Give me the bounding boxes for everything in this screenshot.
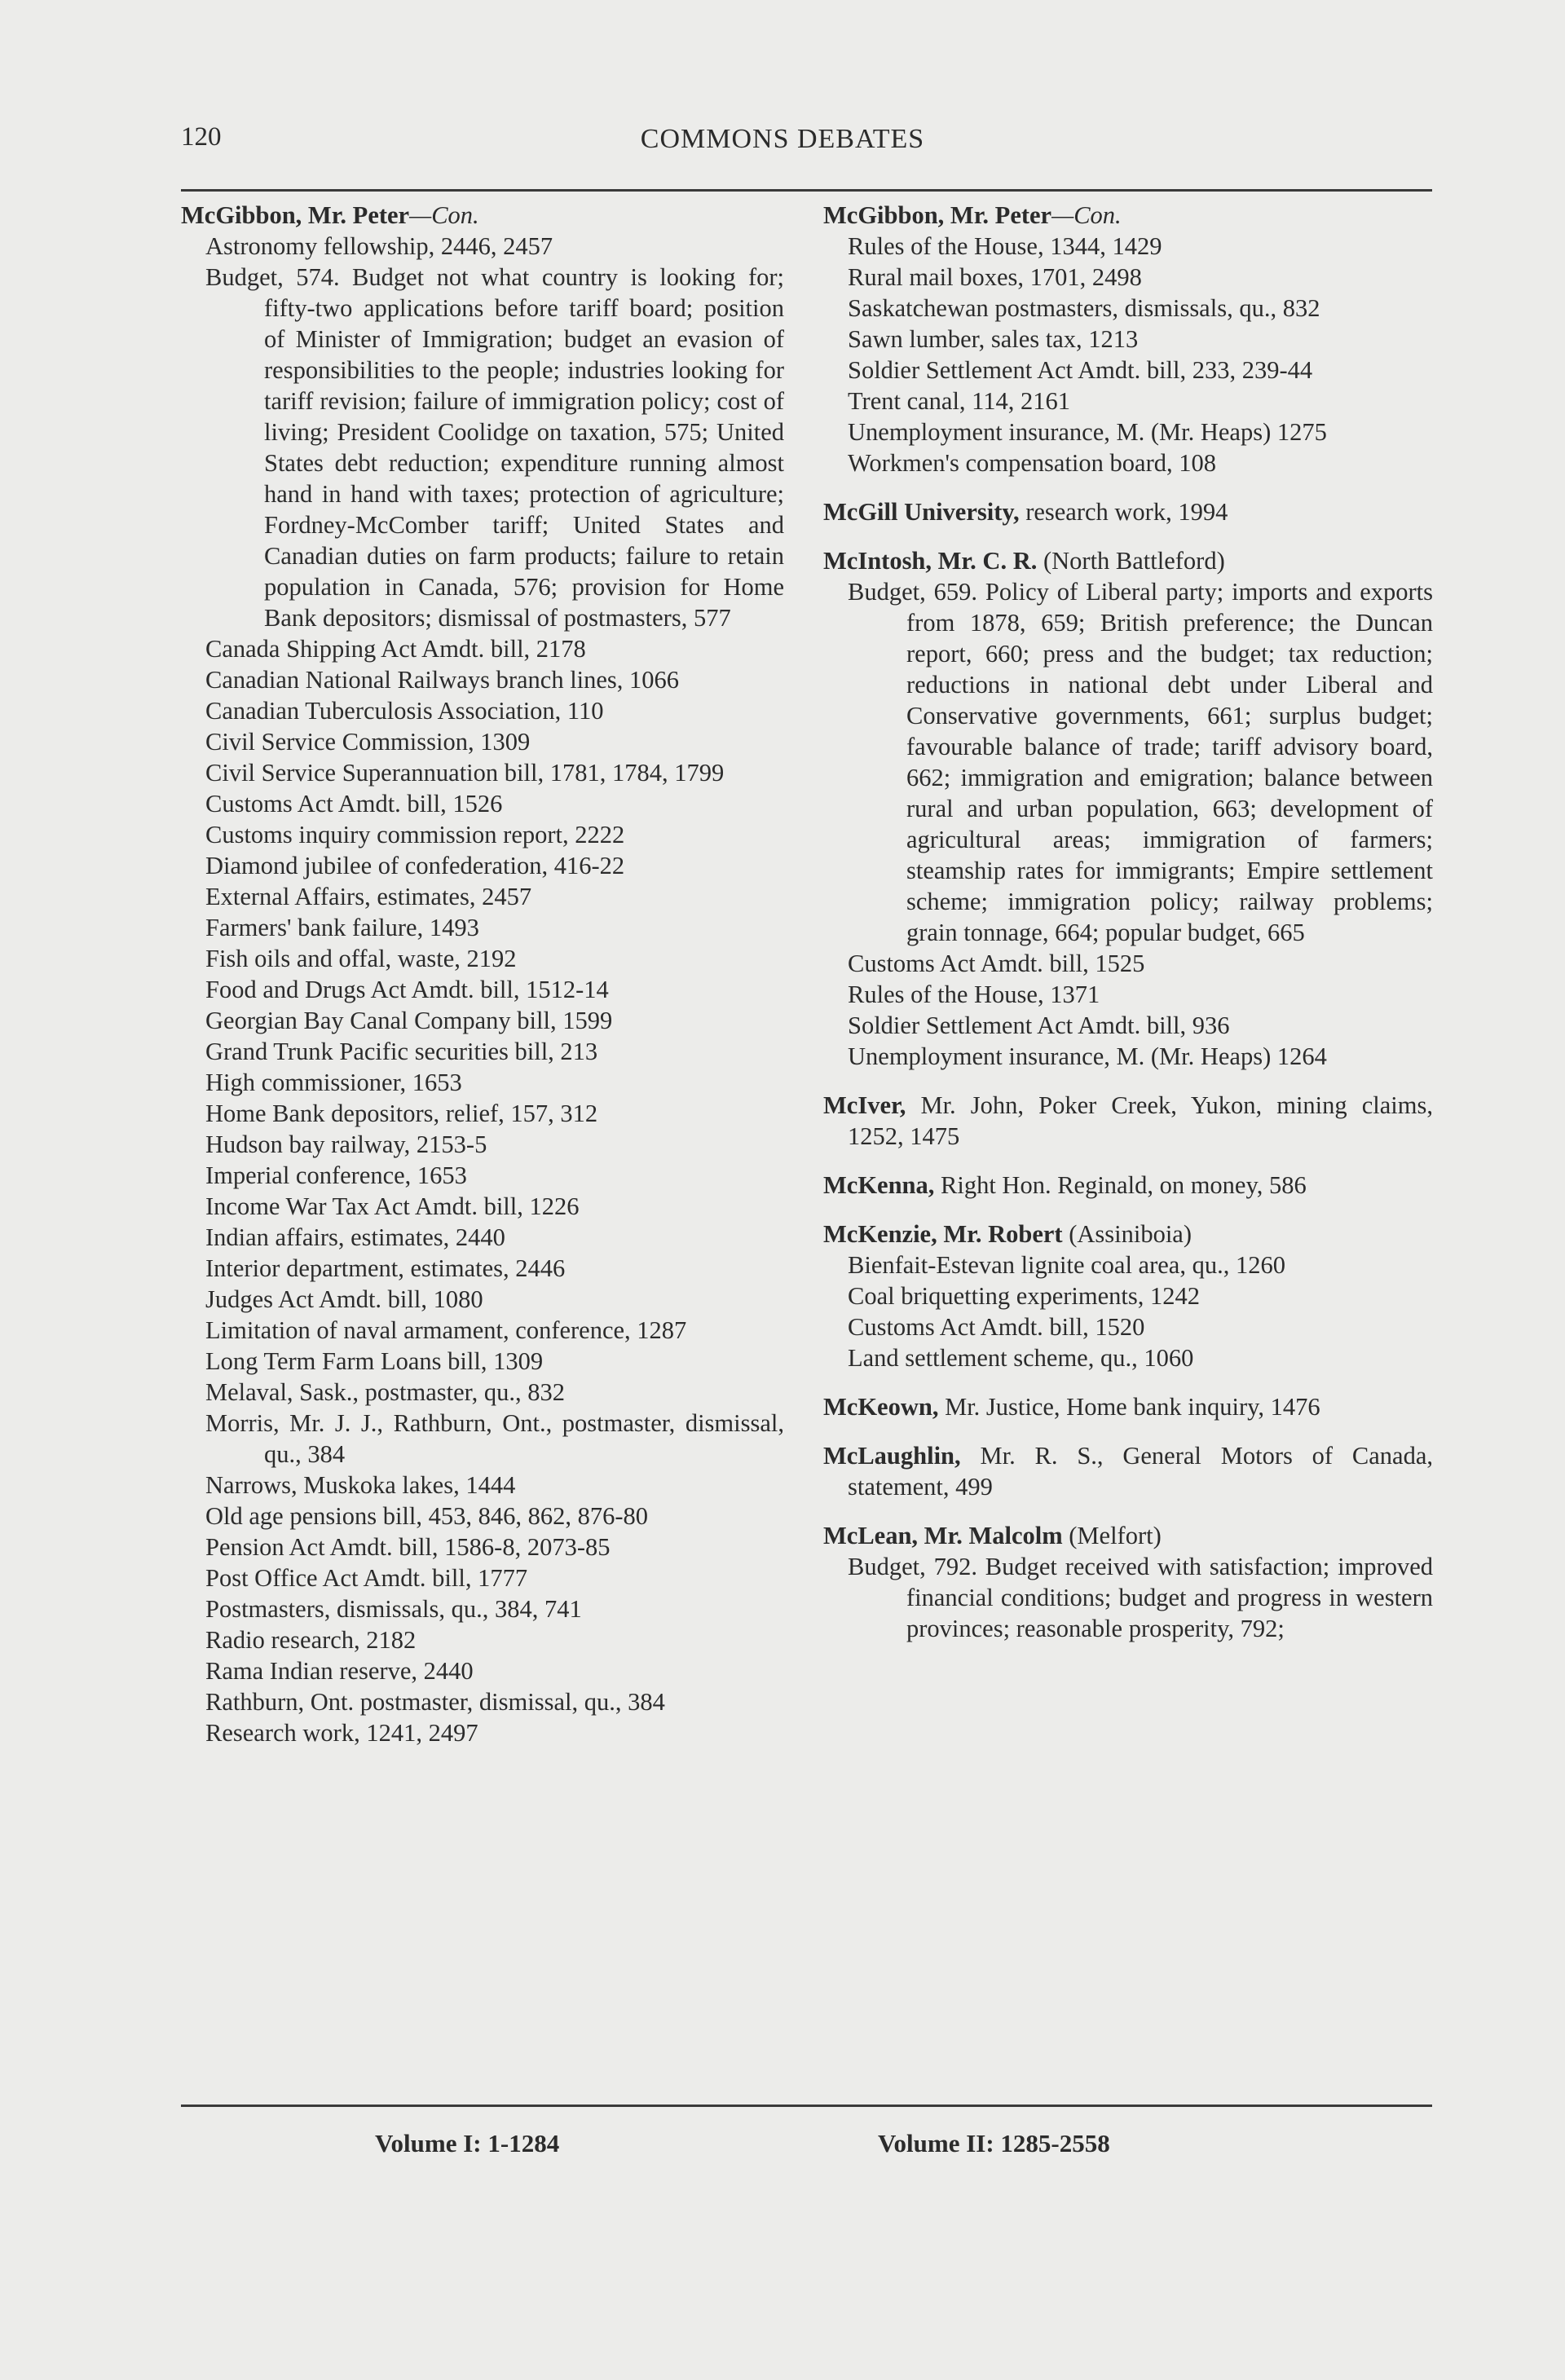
sub-item: Melaval, Sask., postmaster, qu., 832 — [205, 1378, 565, 1406]
entry-name: McIver, — [823, 1091, 906, 1119]
index-entry — [823, 200, 1433, 478]
sub-item: Customs Act Amdt. bill, 1525 — [848, 950, 1145, 977]
sub-item: Interior department, estimates, 2446 — [205, 1254, 566, 1282]
top-rule — [181, 189, 1432, 192]
entry-name: McKenzie, Mr. Robert — [823, 1220, 1063, 1248]
sub-item: Bienfait-Estevan lignite coal area, qu., 1260 — [848, 1251, 1285, 1279]
index-entry — [823, 1520, 1433, 1644]
sub-item: Imperial conference, 1653 — [205, 1161, 467, 1189]
sub-item: Postmasters, dismissals, qu., 384, 741 — [205, 1595, 582, 1623]
sub-item: Rules of the House, 1371 — [848, 981, 1100, 1008]
index-entry — [823, 1219, 1433, 1373]
entry-heading — [823, 1170, 1433, 1201]
entry-heading — [823, 1520, 1433, 1551]
sub-item: Budget, 659. Policy of Liberal party; imports and exports from 1878, 659; British preference; the Duncan report, 660; press and the budget; tax reduction; reductions in national debt under Liberal and Conservative governments, 661; surplus budget; favourable balance of trade; tariff advisory board, 662; immigration and emigration; balance between rural and urban population, 663; development of agricultural areas; immigration of farmers; steamship rates for immigrants; Empire settlement scheme; immigration policy; railway problems; grain tonnage, 664; popular budget, 665 — [848, 578, 1433, 946]
entry-suffix: —Con. — [1051, 201, 1122, 229]
entry-name: McGibbon, Mr. Peter — [823, 201, 1052, 229]
sub-item: Georgian Bay Canal Company bill, 1599 — [205, 1007, 613, 1034]
sub-item: Post Office Act Amdt. bill, 1777 — [205, 1564, 528, 1592]
sub-item: Canada Shipping Act Amdt. bill, 2178 — [205, 635, 586, 663]
sub-item: Land settlement scheme, qu., 1060 — [848, 1344, 1194, 1372]
entry-text: Mr. John, Poker Creek, Yukon, mining claims, 1252, 1475 — [848, 1091, 1433, 1150]
entry-name: McLaughlin, — [823, 1442, 961, 1470]
running-head: COMMONS DEBATES — [640, 124, 925, 154]
entry-heading — [823, 545, 1433, 576]
index-entry — [823, 1170, 1433, 1201]
entry-name: McKeown, — [823, 1393, 939, 1421]
entry-suffix: —Con. — [409, 201, 479, 229]
sub-item: Pension Act Amdt. bill, 1586-8, 2073-85 — [205, 1533, 611, 1561]
sub-item: Saskatchewan postmasters, dismissals, qu., 832 — [848, 294, 1320, 322]
entry-text: Right Hon. Reginald, on money, 586 — [934, 1171, 1307, 1199]
sub-item: Morris, Mr. J. J., Rathburn, Ont., postmaster, dismissal, qu., 384 — [205, 1409, 784, 1468]
sub-item: Soldier Settlement Act Amdt. bill, 233, 239-44 — [848, 356, 1313, 384]
sub-item: Narrows, Muskoka lakes, 1444 — [205, 1471, 516, 1499]
entry-text: (Melfort) — [1062, 1522, 1162, 1549]
sub-item: Unemployment insurance, M. (Mr. Heaps) 1264 — [848, 1042, 1327, 1070]
sub-item: Customs inquiry commission report, 2222 — [205, 821, 625, 848]
sub-item: Canadian National Railways branch lines, 1066 — [205, 666, 680, 694]
sub-item: Rama Indian reserve, 2440 — [205, 1657, 474, 1685]
index-entry — [823, 1391, 1433, 1422]
entry-name: McKenna, — [823, 1171, 935, 1199]
entry-text: Mr. R. S., General Motors of Canada, statement, 499 — [848, 1442, 1433, 1501]
index-entry — [823, 1090, 1433, 1152]
sub-item: Judges Act Amdt. bill, 1080 — [205, 1285, 483, 1313]
sub-item: Old age pensions bill, 453, 846, 862, 876-80 — [205, 1502, 649, 1530]
sub-item: Research work, 1241, 2497 — [205, 1719, 478, 1747]
entry-text: (North Battleford) — [1037, 547, 1225, 575]
entry-heading — [823, 200, 1433, 231]
left-column — [181, 200, 784, 1766]
sub-item: Coal briquetting experiments, 1242 — [848, 1282, 1201, 1310]
sub-item: Long Term Farm Loans bill, 1309 — [205, 1347, 544, 1375]
sub-item: Sawn lumber, sales tax, 1213 — [848, 325, 1139, 353]
entry-name: McGill University, — [823, 498, 1020, 526]
entry-heading — [823, 496, 1433, 527]
sub-item: Farmers' bank failure, 1493 — [205, 914, 479, 941]
sub-item: Hudson bay railway, 2153-5 — [205, 1130, 487, 1158]
sub-item: High commissioner, 1653 — [205, 1069, 462, 1096]
sub-item: Budget, 792. Budget received with satisfaction; improved financial conditions; budget and progress in western provinces; reasonable prosperity, 792; — [848, 1553, 1433, 1642]
index-entry — [823, 1440, 1433, 1502]
sub-item: Customs Act Amdt. bill, 1526 — [205, 790, 503, 818]
sub-item: Soldier Settlement Act Amdt. bill, 936 — [848, 1012, 1230, 1039]
sub-item: Home Bank depositors, relief, 157, 312 — [205, 1100, 598, 1127]
index-entry — [823, 496, 1433, 527]
sub-item: Radio research, 2182 — [205, 1626, 417, 1654]
entry-text: research work, 1994 — [1019, 498, 1228, 526]
sub-item: Rural mail boxes, 1701, 2498 — [848, 263, 1142, 291]
sub-item: Unemployment insurance, M. (Mr. Heaps) 1275 — [848, 418, 1327, 446]
sub-item: Indian affairs, estimates, 2440 — [205, 1223, 505, 1251]
entry-heading — [823, 1391, 1433, 1422]
sub-item: External Affairs, estimates, 2457 — [205, 883, 532, 910]
page-number: 120 — [181, 122, 222, 152]
right-column — [823, 200, 1433, 1662]
sub-item: Rules of the House, 1344, 1429 — [848, 232, 1162, 260]
sub-item: Astronomy fellowship, 2446, 2457 — [205, 232, 553, 260]
sub-item: Customs Act Amdt. bill, 1520 — [848, 1313, 1145, 1341]
sub-item: Workmen's compensation board, 108 — [848, 449, 1216, 477]
sub-item: Civil Service Superannuation bill, 1781, 1784, 1799 — [205, 759, 725, 787]
sub-item: Income War Tax Act Amdt. bill, 1226 — [205, 1192, 580, 1220]
sub-item: Diamond jubilee of confederation, 416-22 — [205, 852, 625, 879]
index-entry — [181, 200, 784, 1748]
entry-heading — [823, 1440, 1433, 1502]
entry-heading — [823, 1219, 1433, 1250]
sub-item: Budget, 574. Budget not what country is looking for; fifty-two applications before tariff board; position of Minister of Immigration; budget an evasion of responsibilities to the people; industries looking for tariff revision; failure of immigration policy; cost of living; President Coolidge on taxation, 575; United States debt reduction; expenditure running almost hand in hand with taxes; protection of agriculture; Fordney-McComber tariff; United States and Canadian duties on farm products; failure to retain population in Canada, 576; provision for Home Bank depositors; dismissal of postmasters, 577 — [205, 263, 784, 632]
entry-text: Mr. Justice, Home bank inquiry, 1476 — [938, 1393, 1320, 1421]
entry-name: McLean, Mr. Malcolm — [823, 1522, 1063, 1549]
sub-item: Canadian Tuberculosis Association, 110 — [205, 697, 604, 725]
sub-item: Limitation of naval armament, conference, 1287 — [205, 1316, 687, 1344]
entry-text: (Assiniboia) — [1062, 1220, 1192, 1248]
entry-name: McIntosh, Mr. C. R. — [823, 547, 1038, 575]
volume-2-range: Volume II: 1285-2558 — [878, 2129, 1110, 2157]
volume-1-range: Volume I: 1-1284 — [375, 2129, 560, 2157]
entry-heading — [181, 200, 784, 231]
index-entry — [823, 545, 1433, 1072]
sub-item: Food and Drugs Act Amdt. bill, 1512-14 — [205, 976, 609, 1003]
entry-name: McGibbon, Mr. Peter — [181, 201, 410, 229]
bottom-rule — [181, 2105, 1432, 2107]
sub-item: Trent canal, 114, 2161 — [848, 387, 1071, 415]
sub-item: Rathburn, Ont. postmaster, dismissal, qu., 384 — [205, 1688, 665, 1716]
sub-item: Civil Service Commission, 1309 — [205, 728, 531, 756]
sub-item: Fish oils and offal, waste, 2192 — [205, 945, 517, 972]
entry-heading — [823, 1090, 1433, 1152]
sub-item: Grand Trunk Pacific securities bill, 213 — [205, 1038, 598, 1065]
